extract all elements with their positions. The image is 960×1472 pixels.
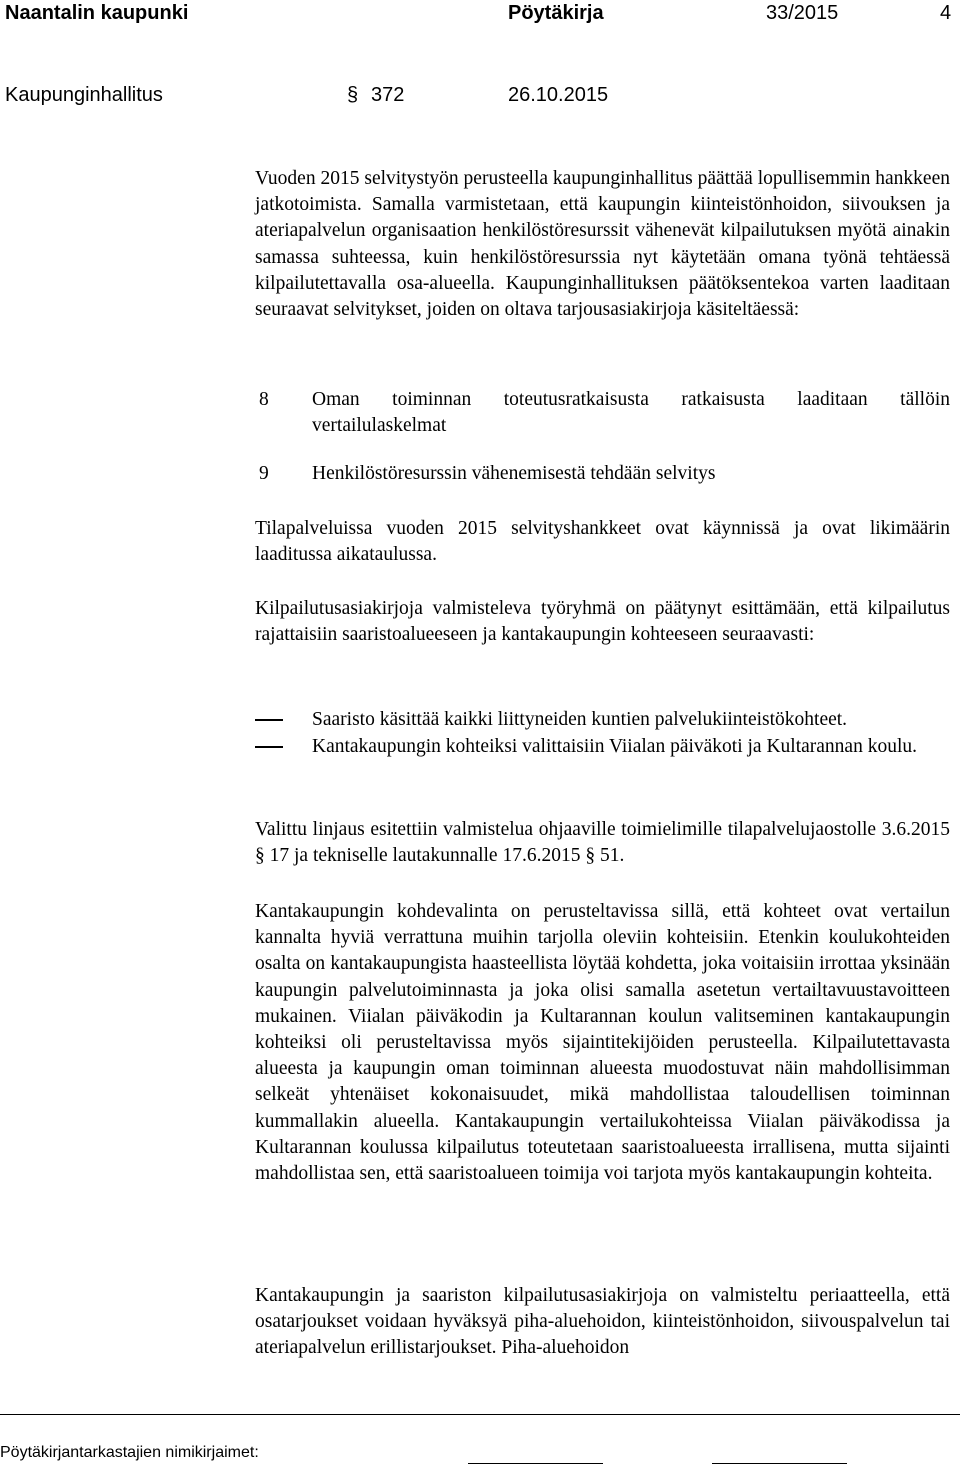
dash-icon [255,746,283,748]
dash-icon [255,719,283,721]
item-text: Henkilöstöresurssin vähenemisestä tehdään selvitys [312,463,716,484]
doc-type: Pöytäkirja [508,2,604,24]
footer-initials-label: Pöytäkirjantarkastajien nimikirjaimet: [0,1444,259,1461]
numbered-item [255,461,950,487]
bullet-item [255,707,950,733]
paragraph-2: Tilapalveluissa vuoden 2015 selvityshankkeet ovat käynnissä ja ovat likimäärin laaditussa aikataulussa. [255,518,950,566]
doc-number: 33/2015 [766,2,839,24]
numbered-item [255,387,950,439]
meeting-body: Kaupunginhallitus [5,84,163,106]
paragraph-3: Kilpailutusasiakirjoja valmisteleva työryhmä on päätynyt esittämään, että kilpailutus rajattaisiin saaristoalueeseen ja kantakaupungin kohteeseen seuraavasti: [255,598,950,646]
item-text: Oman toiminnan toteutusratkaisusta ratkaisusta laaditaan tällöin vertailulaskelmat [312,389,950,437]
footer-divider [0,1414,960,1415]
initials-line-1 [468,1463,603,1464]
paragraph-1: Vuoden 2015 selvitystyön perusteella kaupunginhallitus päättää lopullisemmin hankkeen jatkotoimista. Samalla varmistetaan, että kaupungin kiinteistönhoidon, siivouksen ja ateriapalvelun organisaation henkilöstöresurssit vähenevät kilpailutuksen myötä ainakin samassa suhteessa, kuin henkilöstöresurssia nyt käytetään omana työnä tehtäessä kilpailutettavalla osa-alueella. Kaupunginhallituksen päätöksentekoa varten laaditaan seuraavat selvitykset, joiden on oltava tarjousasiakirjoja käsiteltäessä: [255,168,950,321]
item-number: 8 [259,389,269,410]
section-number: 372 [371,84,405,106]
page-number: 4 [940,2,952,24]
section-marker: § [347,84,359,106]
meeting-date: 26.10.2015 [508,84,609,106]
org-name: Naantalin kaupunki [5,2,189,24]
initials-line-2 [712,1463,847,1464]
item-number: 9 [259,463,269,484]
paragraph-4: Valittu linjaus esitettiin valmistelua ohjaaville toimielimille tilapalvelujaostolle 3.6.2015 § 17 ja tekniselle lautakunnalle 17.6.2015 § 51. [255,819,950,867]
bullet-text: Saaristo käsittää kaikki liittyneiden kuntien palvelukiinteistökohteet. [312,709,848,730]
bullet-text: Kantakaupungin kohteiksi valittaisiin Viialan päiväkoti ja Kultarannan koulu. [312,736,918,757]
paragraph-6: Kantakaupungin ja saariston kilpailutusasiakirjoja on valmisteltu periaatteella, että osatarjoukset voidaan hyväksyä piha-aluehoidon, kiinteistönhoidon, siivouspalvelun tai ateriapalvelun erillistarjoukset. Piha-aluehoidon [255,1285,950,1359]
bullet-item [255,734,950,760]
paragraph-5: Kantakaupungin kohdevalinta on perusteltavissa sillä, että kohteet ovat vertailun kannalta hyviä verrattuna muihin tarjolla oleviin kohteisiin. Etenkin koulukohteiden osalta on kantakaupungista haasteellista löytää kohdetta, joka voitaisiin irrottaa yksinään kaupungin palvelutoiminnasta ja joka olisi samalla asetetun vertailtavuustavoitteen mukainen. Viialan päiväkodin ja Kultarannan koulun valitseminen kantakaupungin kohteiksi oli perusteltavissa myös sijaintitekijöiden perusteella. Kilpailutettavasta alueesta ja kaupungin oman toiminnan alueesta muodostuvat näin mahdollisimman selkeät yhtenäiset kokonaisuudet, mikä mahdollistaa taloudellisen toiminnan kummallakin alueella. Kantakaupungin vertailukohteissa Viialan päiväkodissa ja Kultarannan koulussa kilpailutus toteutetaan saaristoalueesta irrallisena, mutta sijainti mahdollistaa sen, että saaristoalueen toimija voi tarjota myös kantakaupungin kohteita. [255,901,950,1185]
